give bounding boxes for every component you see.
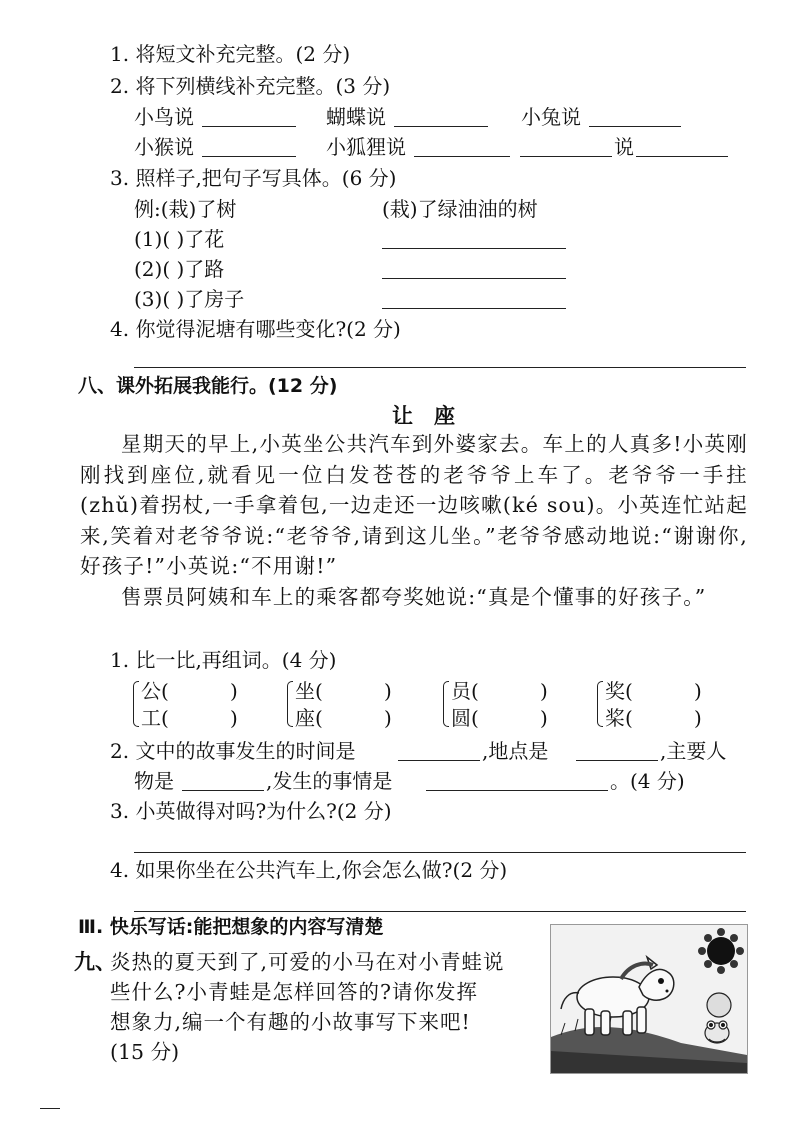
fill-blank-fox[interactable] <box>414 156 510 157</box>
fill-label-rabbit: 小兔说 <box>521 105 581 129</box>
expand-row-1: (1)( )了花 <box>134 227 225 251</box>
pair-1-bottom-close: ) <box>230 706 238 730</box>
pair-4-top-close: ) <box>694 679 702 703</box>
fill-blank-who[interactable] <box>520 156 612 157</box>
q9-label: 九、 <box>74 950 116 974</box>
expand-row-3: (3)( )了房子 <box>134 287 245 311</box>
example-left: 例:(栽)了树 <box>134 197 237 221</box>
q7-item4: 4. 你觉得泥塘有哪些变化?(2 分) <box>110 317 401 341</box>
pair-2-top-close: ) <box>384 679 392 703</box>
blank-character[interactable] <box>182 790 264 791</box>
fill-label-says: 说 <box>614 135 634 159</box>
q8-item3: 3. 小英做得对吗?为什么?(2 分) <box>110 799 392 823</box>
fill-blank-says[interactable] <box>636 156 728 157</box>
expand-blank-3[interactable] <box>382 308 566 309</box>
fill-label-bird: 小鸟说 <box>134 105 194 129</box>
q9-line-3: 想象力,编一个有趣的小故事写下来吧! <box>110 1010 471 1034</box>
pair-1-bottom: 工( <box>141 706 169 730</box>
pair-2-top: 坐( <box>295 679 323 703</box>
fill-blank-bird[interactable] <box>202 126 296 127</box>
pair-2-bottom: 座( <box>295 706 323 730</box>
q8-item1: 1. 比一比,再组词。(4 分) <box>110 648 337 672</box>
fill-blank-butterfly[interactable] <box>394 126 488 127</box>
expand-row-2: (2)( )了路 <box>134 257 225 281</box>
horse-frog-illustration <box>550 924 748 1074</box>
q7-item3: 3. 照样子,把句子写具体。(6 分) <box>110 166 397 190</box>
story-body <box>80 429 748 612</box>
pair-3-top-close: ) <box>540 679 548 703</box>
q7-item1: 1. 将短文补充完整。(2 分) <box>110 42 351 66</box>
pair-3-top: 员( <box>451 679 479 703</box>
q8-item2-part-d: 物是 <box>134 769 174 793</box>
pair-2-bottom-close: ) <box>384 706 392 730</box>
brace-pair-3 <box>443 681 449 727</box>
story-paragraph-1: 星期天的早上,小英坐公共汽车到外婆家去。车上的人真多!小英刚刚找到座位,就看见一位白发苍苍的老爷爷上车了。老爷爷一手拄(zhǔ)着拐杖,一手拿着包,一边走还一边咳嗽(ké sou)。小英连忙站起来,笑着对老爷爷说:“老爷爷,请到这儿坐。”老爷爷感动地说:“谢谢你,好孩子!”小英说:“不用谢!” <box>80 432 748 578</box>
expand-blank-1[interactable] <box>382 248 566 249</box>
part-3-heading: Ⅲ. 快乐写话:能把想象的内容写清楚 <box>78 916 384 938</box>
q8-item2-part-c: ,主要人 <box>660 739 727 763</box>
expand-blank-2[interactable] <box>382 278 566 279</box>
fill-label-fox: 小狐狸说 <box>326 135 406 159</box>
pair-1-top-close: ) <box>230 679 238 703</box>
q8-item2-part-b: ,地点是 <box>482 739 549 763</box>
pair-4-bottom-close: ) <box>694 706 702 730</box>
brace-pair-4 <box>597 681 603 727</box>
q8-item2-part-f: 。(4 分) <box>610 769 685 793</box>
q8-item2-part-e: ,发生的事情是 <box>266 769 393 793</box>
pair-1-top: 公( <box>141 679 169 703</box>
answer-line-q8-3[interactable] <box>134 852 746 853</box>
brace-pair-2 <box>287 681 293 727</box>
blank-time[interactable] <box>398 760 480 761</box>
example-right: (栽)了绿油油的树 <box>382 197 538 221</box>
q7-item2: 2. 将下列横线补充完整。(3 分) <box>110 74 391 98</box>
q9-line-1: 炎热的夏天到了,可爱的小马在对小青蛙说 <box>110 950 505 974</box>
story-title: 让 座 <box>392 404 455 428</box>
q9-line-2: 些什么?小青蛙是怎样回答的?请你发挥 <box>110 980 478 1004</box>
fill-label-butterfly: 蝴蝶说 <box>326 105 386 129</box>
q8-item4: 4. 如果你坐在公共汽车上,你会怎么做?(2 分) <box>110 858 508 882</box>
page-footer-mark <box>40 1108 60 1109</box>
blank-event[interactable] <box>426 790 608 791</box>
pair-3-bottom: 圆( <box>451 706 479 730</box>
section-8-heading: 八、课外拓展我能行。(12 分) <box>78 375 338 397</box>
answer-line-q8-4[interactable] <box>134 911 746 912</box>
horse-frog-sun-icon <box>551 925 747 1073</box>
brace-pair-1 <box>133 681 139 727</box>
pair-3-bottom-close: ) <box>540 706 548 730</box>
fill-blank-rabbit[interactable] <box>589 126 681 127</box>
answer-line-q7-4[interactable] <box>134 367 746 368</box>
fill-blank-monkey[interactable] <box>202 156 296 157</box>
q8-item2-part-a: 2. 文中的故事发生的时间是 <box>110 739 356 763</box>
pair-4-bottom: 桨( <box>605 706 633 730</box>
blank-place[interactable] <box>576 760 658 761</box>
story-paragraph-2: 售票员阿姨和车上的乘客都夸奖她说:“真是个懂事的好孩子。” <box>121 584 707 609</box>
pair-4-top: 奖( <box>605 679 633 703</box>
fill-label-monkey: 小猴说 <box>134 135 194 159</box>
q9-line-4: (15 分) <box>110 1040 180 1064</box>
